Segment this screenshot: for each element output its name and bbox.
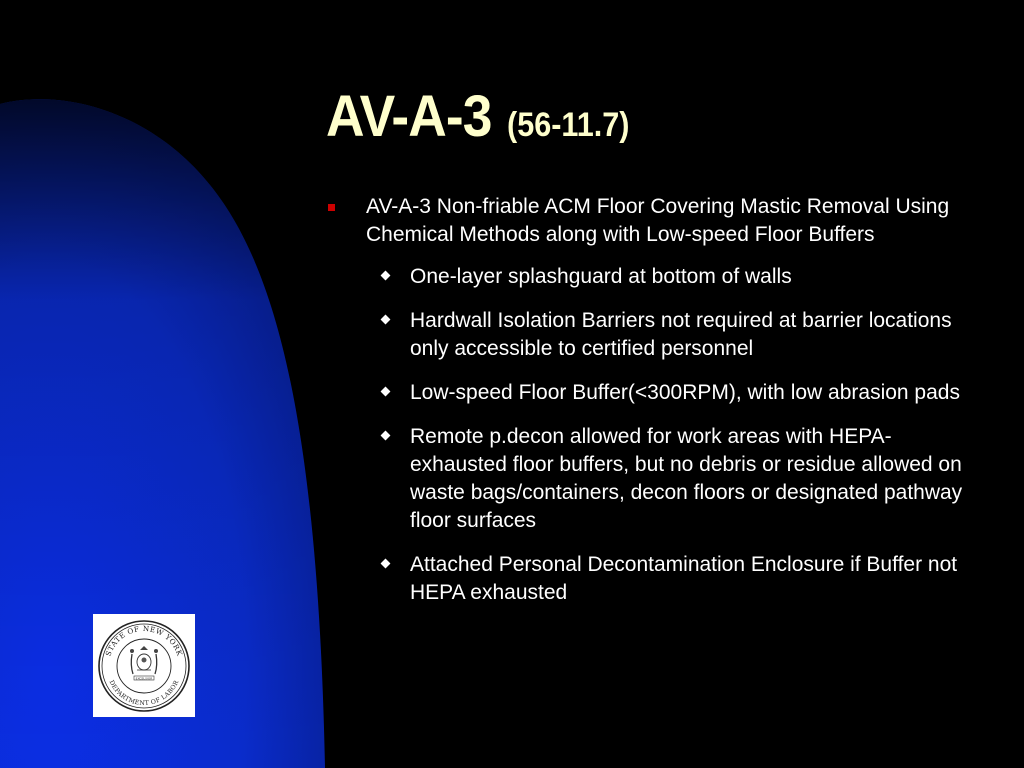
title-main: AV-A-3 — [326, 84, 492, 149]
sub-bullet-item — [326, 263, 970, 291]
sub-bullet-text: Low-speed Floor Buffer(<300RPM), with low abrasion pads — [410, 381, 960, 404]
diamond-bullet-icon — [381, 315, 391, 325]
diamond-bullet-icon — [381, 431, 391, 441]
main-bullet-text: AV-A-3 Non-friable ACM Floor Covering Mastic Removal Using Chemical Methods along with Low-speed Floor Buffers — [366, 195, 950, 246]
diamond-bullet-icon — [381, 271, 391, 281]
sub-bullet-item — [326, 551, 970, 607]
sub-bullet-list — [326, 263, 996, 607]
seal-top-text: STATE OF NEW YORK — [103, 623, 185, 658]
slide-content — [326, 193, 996, 623]
seal-motto: EXCELSIOR — [135, 676, 153, 681]
sub-bullet-text: One-layer splashguard at bottom of walls — [410, 265, 792, 288]
main-bullet — [326, 193, 966, 249]
seal-bottom-text: DEPARTMENT OF LABOR — [107, 679, 181, 708]
ny-dept-labor-seal — [93, 614, 195, 717]
sub-bullet-item — [326, 423, 970, 535]
svg-text:STATE OF NEW YORK — [104, 624, 185, 658]
sub-bullet-text: Attached Personal Decontamination Enclosure if Buffer not HEPA exhausted — [410, 553, 958, 604]
seal-icon — [93, 614, 195, 717]
square-bullet-icon — [328, 204, 335, 211]
sub-bullet-item — [326, 379, 970, 407]
diamond-bullet-icon — [381, 559, 391, 569]
sub-bullet-text: Remote p.decon allowed for work areas with HEPA-exhausted floor buffers, but no debris or residue allowed on waste bags/containers, decon floors or designated pathway floor surfaces — [410, 425, 963, 532]
sub-bullet-text: Hardwall Isolation Barriers not required at barrier locations only accessible to certified personnel — [410, 309, 952, 360]
sub-bullet-item — [326, 307, 970, 363]
title-subtitle: (56-11.7) — [506, 106, 630, 144]
diamond-bullet-icon — [381, 387, 391, 397]
slide-title — [326, 84, 643, 149]
